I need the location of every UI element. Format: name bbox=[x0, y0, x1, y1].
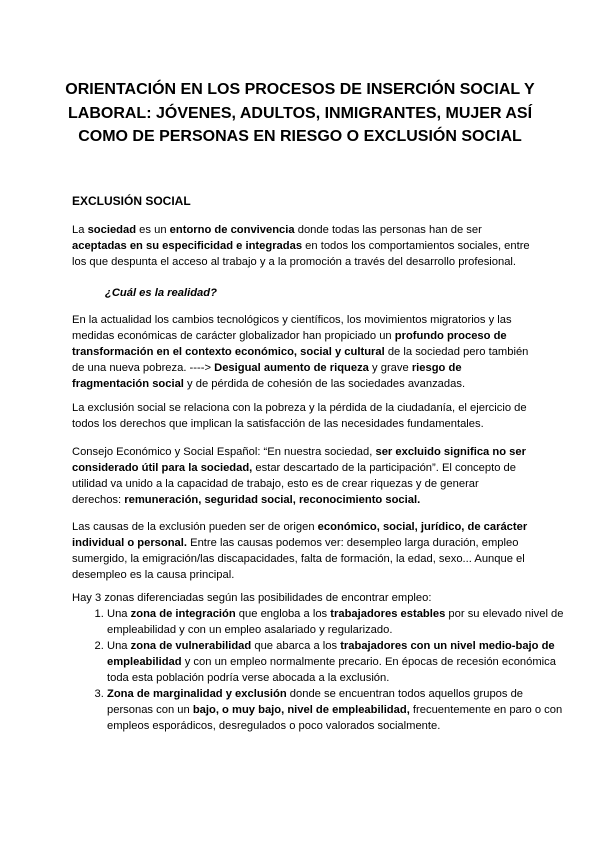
bold-run: bajo, o muy bajo, nivel de empleabilidad, bbox=[192, 704, 410, 716]
text-run: Entre las causas podemos ver: desempleo larga duración, empleo sumergido, la emigración/las discapacidades, falta de formación, la edad, sexo... Aunque el desempleo es la causa principal. bbox=[72, 537, 525, 581]
bold-run: aceptadas en su especificidad e integradas bbox=[72, 240, 303, 252]
bold-run: riesgo de fragmentación social bbox=[72, 362, 462, 390]
bold-run: Desigual aumento de riqueza bbox=[214, 362, 369, 374]
text-run: frecuentemente en paro o con empleos esporádicos, desregulados o poco valorados socialmente. bbox=[107, 704, 563, 732]
section-heading: EXCLUSIÓN SOCIAL bbox=[72, 194, 191, 208]
bold-run: trabajadores con un nivel medio-bajo de empleabilidad bbox=[107, 640, 555, 668]
paragraph-exclusion: La exclusión social se relaciona con la pobreza y la pérdida de la ciudadanía, el ejercicio de todos los derechos que implican la satisfacción de las necesidades fundamentales. bbox=[72, 402, 527, 430]
text-run: La bbox=[72, 224, 88, 236]
bold-run: económico, social, jurídico, de carácter individual o personal. bbox=[72, 521, 528, 549]
text-run: donde todas las personas han de ser bbox=[294, 224, 482, 236]
text-run: y grave bbox=[368, 362, 412, 374]
bold-run: zona de vulnerabilidad bbox=[130, 640, 252, 652]
question-heading: ¿Cuál es la realidad? bbox=[105, 287, 217, 299]
text-run: Las causas de la exclusión pueden ser de origen bbox=[72, 521, 318, 533]
text-run: en todos los comportamientos sociales, entre los que despunta el acceso al trabajo y a la promoción a través del desarrollo profesional. bbox=[72, 240, 530, 268]
bold-run: trabajadores estables bbox=[330, 608, 446, 620]
document-title: ORIENTACIÓN EN LOS PROCESOS DE INSERCIÓN SOCIAL Y LABORAL: JÓVENES, ADULTOS, INMIGRANTES, MUJER ASÍ COMO DE PERSONAS EN RIESGO O EXCLUSIÓN SOCIAL bbox=[65, 81, 535, 145]
list-item bbox=[107, 606, 565, 638]
paragraph-causas bbox=[72, 519, 530, 583]
list-item bbox=[107, 638, 565, 686]
text-run: Consejo Económico y Social Español: “En nuestra sociedad, bbox=[72, 446, 376, 458]
text-run: Una bbox=[107, 608, 131, 620]
paragraph-consejo bbox=[72, 444, 530, 508]
bold-run: entorno de convivencia bbox=[169, 224, 295, 236]
text-run: donde se encuentran todos aquellos grupos de personas con un bbox=[107, 688, 524, 716]
bold-run: Zona de marginalidad y exclusión bbox=[107, 688, 287, 700]
zones-list bbox=[72, 606, 565, 734]
text-run: En la actualidad los cambios tecnológicos y científicos, los movimientos migratorios y las medidas económicas de carácter globalizador han propiciado un bbox=[72, 314, 512, 342]
bold-run: sociedad bbox=[87, 224, 137, 236]
paragraph-actualidad bbox=[72, 312, 530, 392]
bold-run: remuneración, seguridad social, reconocimiento social. bbox=[124, 494, 421, 506]
bold-run: zona de integración bbox=[130, 608, 236, 620]
text-run: de la sociedad pero también de una nueva pobreza. ----> bbox=[72, 346, 529, 374]
text-run: estar descartado de la participación”. El concepto de utilidad va unido a la capacidad de trabajo, esto es de crear riquezas y de generar derechos: bbox=[72, 462, 516, 506]
text-run: que abarca a los bbox=[251, 640, 341, 652]
text-run: y con un empleo normalmente precario. En épocas de recesión económica toda esta población podría verse abocada a la exclusión. bbox=[107, 656, 556, 684]
paragraph-sociedad bbox=[72, 222, 530, 270]
text-run: Una bbox=[107, 640, 131, 652]
paragraph-zonas-intro: Hay 3 zonas diferenciadas según las posibilidades de encontrar empleo: bbox=[72, 592, 432, 604]
text-run: que engloba a los bbox=[235, 608, 331, 620]
text-run: y de pérdida de cohesión de las sociedades avanzadas. bbox=[183, 378, 466, 390]
bold-run: profundo proceso de transformación en el contexto económico, social y cultural bbox=[72, 330, 507, 358]
text-run: por su elevado nivel de empleabilidad y con un empleo asalariado y regularizado. bbox=[107, 608, 564, 636]
text-run: es un bbox=[136, 224, 170, 236]
list-item bbox=[107, 686, 565, 734]
bold-run: ser excluido significa no ser considerado útil para la sociedad, bbox=[72, 446, 526, 474]
